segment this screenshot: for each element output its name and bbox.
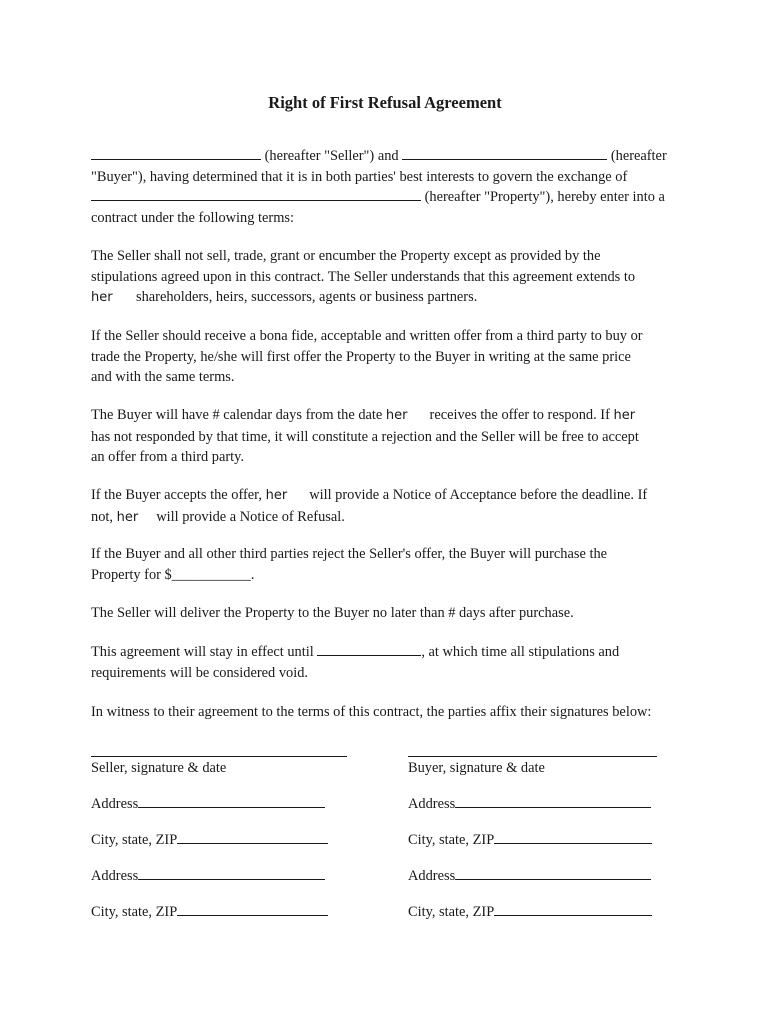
buyer-address-field-2: Address xyxy=(408,866,651,886)
paragraph-acceptance: If the Buyer accepts the offer, her will provide a Notice of Acceptance before the deadline. If not, her will provide a Notice of Refusal. xyxy=(91,485,691,528)
filled-pronoun[interactable]: her xyxy=(91,290,113,306)
buyer-signature-label: Buyer, signature & date xyxy=(408,760,545,776)
seller-city-field-2: City, state, ZIP xyxy=(91,902,328,922)
filled-pronoun[interactable]: her xyxy=(385,408,408,423)
expiry-date-blank[interactable] xyxy=(317,642,421,656)
filled-pronoun[interactable]: her xyxy=(265,488,288,503)
paragraph-term: This agreement will stay in effect until , at which time all stipulations and requirements will be considered void. xyxy=(91,644,620,681)
paragraph-delivery: The Seller will deliver the Property to the Buyer no later than # days after purchase. xyxy=(91,605,574,621)
seller-name-blank[interactable] xyxy=(91,146,261,160)
intro-paragraph: (hereafter "Seller") and (hereafter "Buyer"), having determined that it is in both parties' best interests to govern the exchange of (hereafter "Property"), hereby enter into a contract under the following terms: xyxy=(91,148,667,226)
document-title: Right of First Refusal Agreement xyxy=(268,93,502,112)
paragraph-response-window: The Buyer will have # calendar days from the date her receives the offer to respond. If her has not responded by that time, it will constitute a rejection and the Seller will be free to accept an offer from a third party. xyxy=(91,407,639,466)
filled-pronoun[interactable]: her xyxy=(116,509,139,525)
filled-pronoun[interactable]: her xyxy=(613,408,636,423)
buyer-city-field-2: City, state, ZIP xyxy=(408,902,652,922)
property-blank[interactable] xyxy=(91,187,421,201)
seller-address-field: Address xyxy=(91,794,325,814)
paragraph-witness: In witness to their agreement to the terms of this contract, the parties affix their signatures below: xyxy=(91,704,652,720)
seller-signature-line[interactable] xyxy=(91,756,347,757)
paragraph-encumbrance: The Seller shall not sell, trade, grant or encumber the Property except as provided by the stipulations agreed upon in this contract. The Seller understands that this agreement extends to her shareholders, heirs, successors, agents or business partners. xyxy=(91,246,691,309)
seller-city-field: City, state, ZIP xyxy=(91,830,328,850)
buyer-address-field: Address xyxy=(408,794,651,814)
buyer-signature-line[interactable] xyxy=(408,756,657,757)
buyer-city-field: City, state, ZIP xyxy=(408,830,652,850)
seller-address-field-2: Address xyxy=(91,866,325,886)
seller-signature-label: Seller, signature & date xyxy=(91,760,227,776)
paragraph-offer: If the Seller should receive a bona fide, acceptable and written offer from a third party to buy or trade the Property, he/she will first offer the Property to the Buyer in writing at the same price and with the same terms. xyxy=(91,328,643,386)
buyer-name-blank[interactable] xyxy=(402,146,607,160)
paragraph-purchase-price: If the Buyer and all other third parties reject the Seller's offer, the Buyer will purchase the Property for $___________. xyxy=(91,546,608,583)
